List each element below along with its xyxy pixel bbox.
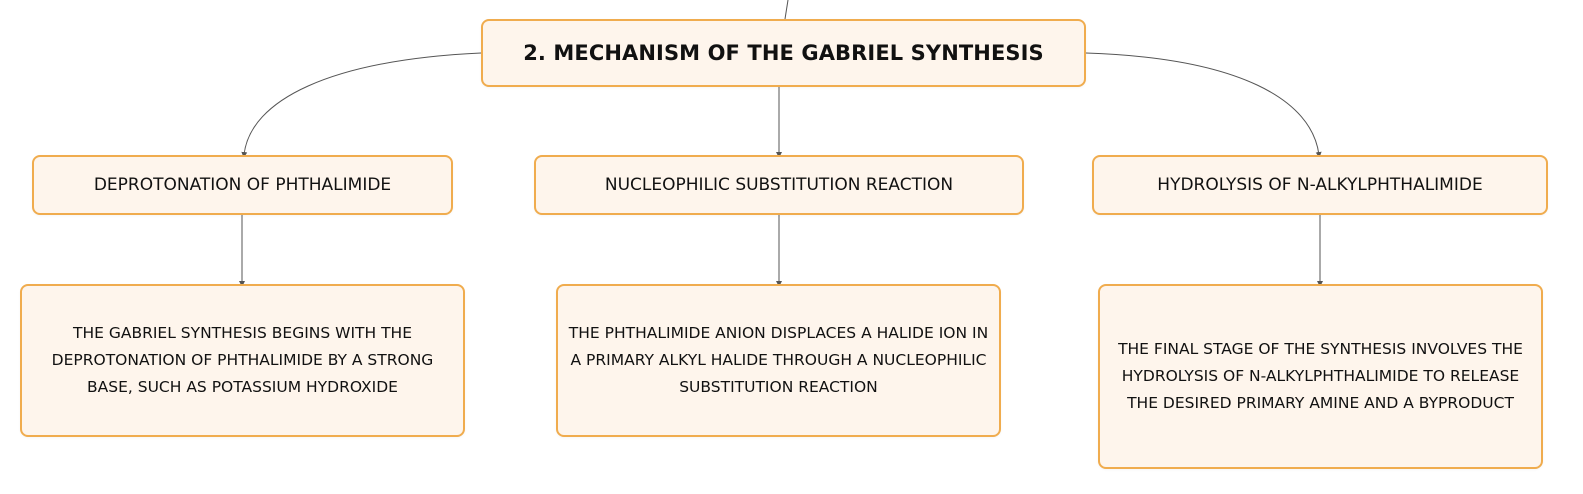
root-topic-node[interactable] bbox=[481, 19, 1086, 87]
topic-node-hydrolysis[interactable] bbox=[1092, 155, 1548, 215]
detail-node-hydrolysis[interactable] bbox=[1098, 284, 1543, 469]
connector-root-to-hydrolysis bbox=[1086, 53, 1319, 155]
connector-root-to-deprotonation bbox=[244, 53, 481, 155]
topic-node-nucleophilic-substitution[interactable] bbox=[534, 155, 1024, 215]
topic-title-nucleophilic-substitution: NUCLEOPHILIC SUBSTITUTION REACTION bbox=[604, 175, 954, 195]
topic-title-deprotonation: DEPROTONATION OF PHTHALIMIDE bbox=[93, 175, 392, 195]
detail-node-deprotonation[interactable] bbox=[20, 284, 465, 437]
topic-title-hydrolysis: HYDROLYSIS OF N-ALKYLPHTHALIMIDE bbox=[1157, 175, 1483, 195]
topic-node-deprotonation[interactable] bbox=[32, 155, 453, 215]
detail-node-nucleophilic-substitution[interactable] bbox=[556, 284, 1001, 437]
detail-text-nucleophilic-substitution: THE PHTHALIMIDE ANION DISPLACES A HALIDE ION IN A PRIMARY ALKYL HALIDE THROUGH A NUCLEOPHILIC SUBSTITUTION REACTION bbox=[568, 324, 989, 396]
root-topic-title: 2. MECHANISM OF THE GABRIEL SYNTHESIS bbox=[523, 41, 1044, 65]
connector-parent-to-root bbox=[785, 0, 788, 19]
detail-text-hydrolysis: THE FINAL STAGE OF THE SYNTHESIS INVOLVES THE HYDROLYSIS OF N-ALKYLPHTHALIMIDE TO RELEASE THE DESIRED PRIMARY AMINE AND A BYPRODUCT bbox=[1118, 340, 1523, 412]
detail-text-deprotonation: THE GABRIEL SYNTHESIS BEGINS WITH THE DEPROTONATION OF PHTHALIMIDE BY A STRONG BASE, SUCH AS POTASSIUM HYDROXIDE bbox=[51, 324, 434, 396]
